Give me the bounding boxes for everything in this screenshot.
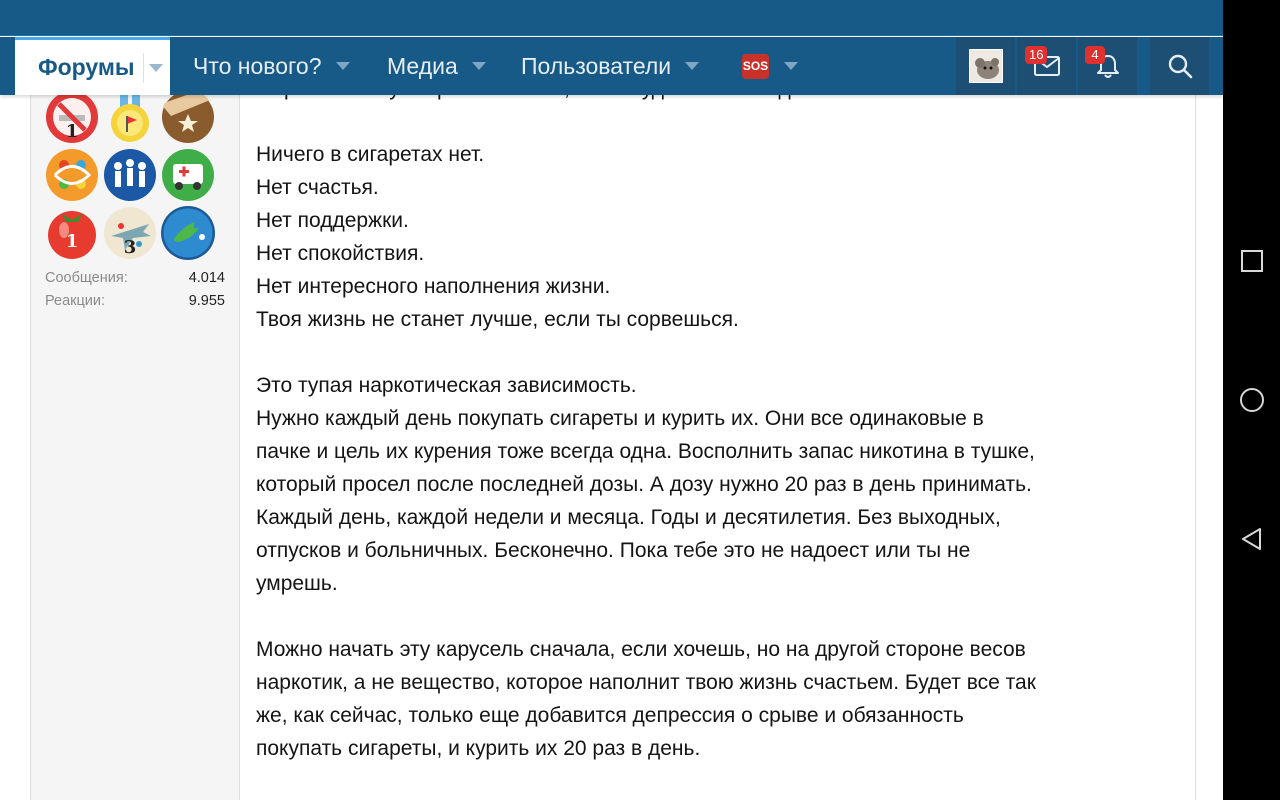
user-stats: [45, 268, 225, 314]
back-icon: [1239, 526, 1265, 552]
star-rank-badge-icon[interactable]: [161, 90, 215, 144]
no-smoking-badge-icon[interactable]: [45, 90, 99, 144]
post-line: пачке и цель их курения тоже всегда одна. Восполнить запас никотина в тушке,: [256, 440, 1035, 463]
paragraph-gap: [256, 600, 1186, 633]
recents-button[interactable]: [1223, 231, 1280, 291]
nav-tab-label: Форумы: [38, 54, 135, 80]
messages-button[interactable]: [1017, 37, 1076, 95]
post-line: который просел после последней дозы. А дозу нужно 20 раз в день принимать.: [256, 473, 1032, 496]
stat-value[interactable]: 4.014: [188, 270, 225, 286]
system-nav-bar: [1223, 0, 1280, 800]
post-line: Нет счастья.: [256, 176, 379, 199]
nav-tab-users[interactable]: [521, 37, 699, 95]
chevron-down-icon[interactable]: [336, 62, 350, 70]
post-line: наркотик, а не вещество, которое наполнит твою жизнь счастьем. Будет все так: [256, 671, 1036, 694]
paragraph-gap: [256, 336, 1186, 369]
stat-value[interactable]: 9.955: [188, 293, 225, 309]
group-badge-icon[interactable]: [103, 148, 157, 202]
nav-tab-sos[interactable]: [742, 37, 798, 95]
main-nav: [0, 37, 1223, 95]
post-line: Нет интересного наполнения жизни.: [256, 275, 611, 298]
post-line: Нет спокойствия.: [256, 242, 425, 265]
nav-tab-forums[interactable]: [15, 37, 170, 95]
bird-badge-icon[interactable]: [161, 206, 215, 260]
recents-icon: [1239, 248, 1265, 274]
nav-tab-whats-new[interactable]: [193, 37, 350, 95]
account-button[interactable]: [956, 37, 1015, 95]
post-line: Каждый день, каждой недели и месяца. Годы и десятилетия. Без выходных,: [256, 506, 1001, 529]
post-line: отпусков и больничных. Бесконечно. Пока тебе это не надоест или ты не: [256, 539, 971, 562]
post-line: Ничего в сигаретах нет.: [256, 143, 485, 166]
post-lines: [256, 105, 1186, 765]
chevron-down-icon[interactable]: [472, 62, 486, 70]
post-line: Нет поддержки.: [256, 209, 409, 232]
post-line: Нужно каждый день покупать сигареты и курить их. Они все одинаковые в: [256, 407, 984, 430]
paragraph-gap: [256, 105, 1186, 138]
post-line: покупать сигареты, и курить их 20 раз в день.: [256, 737, 701, 760]
stat-label: Реакции:: [45, 293, 106, 309]
alerts-count-badge: 4: [1085, 46, 1105, 64]
home-icon: [1238, 386, 1266, 414]
home-button[interactable]: [1223, 370, 1280, 430]
tomato-badge-icon[interactable]: [45, 206, 99, 260]
top-bar: [0, 0, 1223, 36]
post-line: Можно начать эту карусель сначала, если хочешь, но на другой стороне весов: [256, 638, 1026, 661]
community-badge-icon[interactable]: [45, 148, 99, 202]
sos-icon: SOS: [742, 54, 769, 79]
back-button[interactable]: [1223, 509, 1280, 569]
messages-count-badge: 16: [1025, 46, 1047, 64]
ambulance-badge-icon[interactable]: [161, 148, 215, 202]
post-line: умрешь.: [256, 572, 338, 595]
nav-divider: [143, 53, 144, 83]
post-line: Твоя жизнь не станет лучше, если ты сорвешься.: [256, 308, 739, 331]
nav-tab-label: Медиа: [387, 52, 458, 79]
search-button[interactable]: [1150, 37, 1209, 95]
chevron-down-icon[interactable]: [149, 64, 163, 72]
chevron-down-icon[interactable]: [784, 62, 798, 70]
alerts-button[interactable]: [1078, 37, 1137, 95]
chevron-down-icon[interactable]: [685, 62, 699, 70]
plane-badge-icon[interactable]: [103, 206, 157, 260]
nav-tab-label: Что нового?: [193, 52, 322, 79]
user-avatar: [969, 49, 1003, 83]
nav-tab-label: Пользователи: [521, 52, 672, 79]
badge-number: 1: [65, 121, 79, 142]
stat-label: Сообщения:: [45, 270, 128, 286]
badge-number: 3: [123, 237, 137, 258]
post-line: Это тупая наркотическая зависимость.: [256, 374, 637, 397]
medal-badge-icon[interactable]: [103, 90, 157, 144]
post-line: же, как сейчас, только еще добавится депрессия о срыве и обязанность: [256, 704, 964, 727]
search-icon: [1167, 53, 1193, 79]
stat-messages: [45, 268, 225, 291]
stat-reactions: [45, 291, 225, 314]
badge-number: 1: [65, 231, 79, 252]
post-text: [256, 72, 1186, 765]
nav-tab-media[interactable]: [387, 37, 486, 95]
